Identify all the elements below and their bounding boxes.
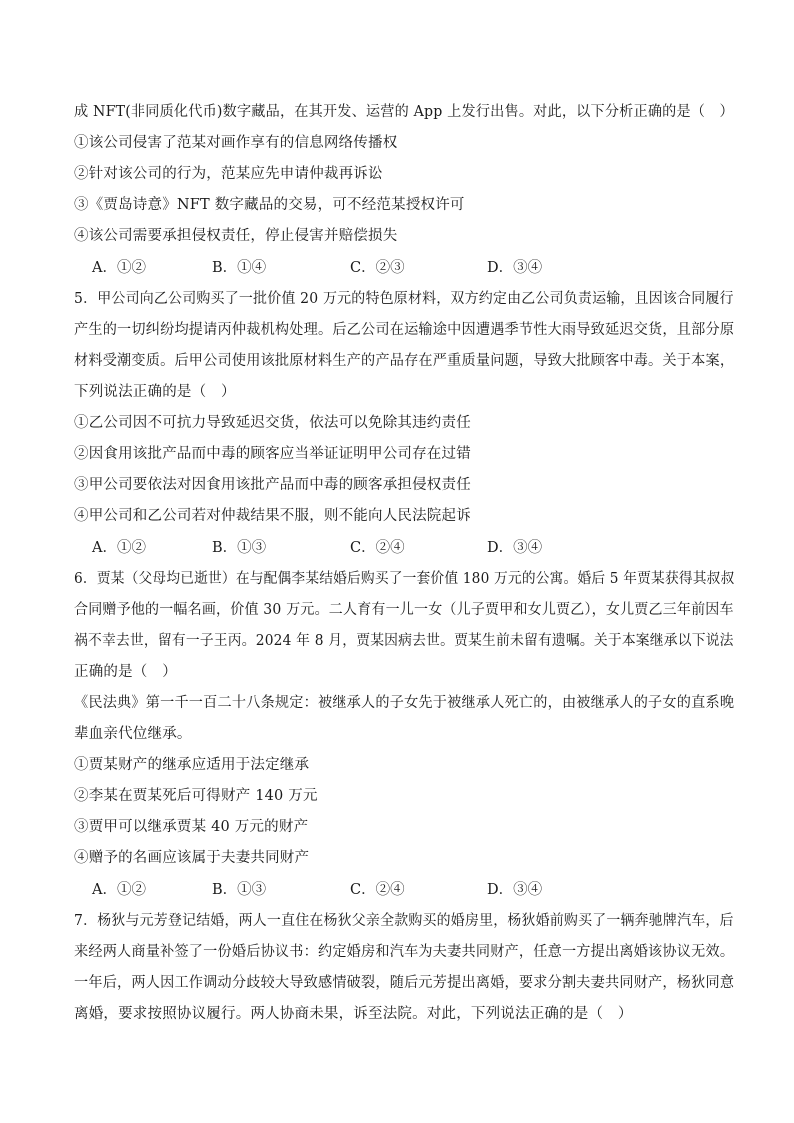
q5-statement-3: ③甲公司要依法对因食用该批产品而中毒的顾客承担侵权责任 <box>74 477 471 493</box>
q6-stem-line-1: 6．贾某（父母均已逝世）在与配偶李某结婚后购买了一套价值 180 万元的公寓。婚后 5 年贾某获得其叔叔 <box>74 571 735 587</box>
q5-option-c: C．②④ <box>350 540 405 556</box>
q5-stem-line-1: 5．甲公司向乙公司购买了一批价值 20 万元的特色原材料，双方约定由乙公司负责运输，且因该合同履行 <box>74 291 734 307</box>
q6-statement-2: ②李某在贾某死后可得财产 140 万元 <box>74 788 318 804</box>
q5-statement-2: ②因食用该批产品而中毒的顾客应当举证证明甲公司存在过错 <box>74 446 471 462</box>
q6-stem-line-2: 合同赠予他的一幅名画，价值 30 万元。二人育有一儿一女（儿子贾甲和女儿贾乙），女儿贾乙三年前因车 <box>74 602 734 618</box>
q4-option-b: B．①④ <box>212 260 267 276</box>
q6-law-quote-line-2: 辈血亲代位继承。 <box>74 726 192 742</box>
q4-option-d: D．③④ <box>487 260 543 276</box>
q5-statement-1: ①乙公司因不可抗力导致延迟交货，依法可以免除其违约责任 <box>74 415 471 431</box>
q7-stem-line-4: 离婚，要求按照协议履行。两人协商未果，诉至法院。对此，下列说法正确的是（ ） <box>74 1006 633 1022</box>
q6-option-b: B．①③ <box>212 882 267 898</box>
q4-statement-2: ②针对该公司的行为，范某应先申请仲裁再诉讼 <box>74 166 383 182</box>
q4-option-a: A．①② <box>92 260 146 276</box>
q5-stem-line-3: 材料受潮变质。后甲公司使用该批原材料生产的产品存在严重质量问题，导致大批顾客中毒。关于本案， <box>74 353 735 369</box>
q4-statement-4: ④该公司需要承担侵权责任，停止侵害并赔偿损失 <box>74 228 398 244</box>
q4-statement-3: ③《贾岛诗意》NFT 数字藏品的交易，可不经范某授权许可 <box>74 197 465 213</box>
q5-option-d: D．③④ <box>487 540 543 556</box>
q6-options <box>92 879 692 901</box>
q5-statement-4: ④甲公司和乙公司若对仲裁结果不服，则不能向人民法院起诉 <box>74 508 471 524</box>
q5-stem-line-4: 下列说法正确的是（ ） <box>74 384 236 400</box>
q5-options <box>92 537 692 559</box>
q6-statement-4: ④赠予的名画应该属于夫妻共同财产 <box>74 850 310 866</box>
q5-option-a: A．①② <box>92 540 146 556</box>
q4-option-c: C．②③ <box>350 260 405 276</box>
q5-stem-line-2: 产生的一切纠纷均提请丙仲裁机构处理。后乙公司在运输途中因遭遇季节性大雨导致延迟交货，且部分原 <box>74 322 735 338</box>
q6-stem-line-4: 正确的是（ ） <box>74 664 177 680</box>
q4-stem-line-1: 成 NFT(非同质化代币)数字藏品，在其开发、运营的 App 上发行出售。对此，以下分析正确的是（ ） <box>74 104 734 120</box>
q7-stem-line-1: 7．杨狄与元芳登记结婚，两人一直住在杨狄父亲全款购买的婚房里，杨狄婚前购买了一辆奔驰牌汽车，后 <box>74 913 734 929</box>
q6-stem-line-3: 祸不幸去世，留有一子王丙。2024 年 8 月，贾某因病去世。贾某生前未留有遗嘱。关于本案继承以下说法 <box>74 633 734 649</box>
q4-statement-1: ①该公司侵害了范某对画作享有的信息网络传播权 <box>74 135 398 151</box>
q6-option-a: A．①② <box>92 882 146 898</box>
q6-statement-1: ①贾某财产的继承应适用于法定继承 <box>74 757 310 773</box>
q6-law-quote-line-1: 《民法典》第一千一百二十八条规定：被继承人的子女先于被继承人死亡的，由被继承人的子女的直系晚 <box>74 695 735 711</box>
q5-option-b: B．①③ <box>212 540 267 556</box>
q4-options <box>92 257 692 279</box>
q7-stem-line-3: 一年后，两人因工作调动分歧较大导致感情破裂，随后元芳提出离婚，要求分割夫妻共同财产，杨狄同意 <box>74 975 735 991</box>
q6-option-c: C．②④ <box>350 882 405 898</box>
q6-option-d: D．③④ <box>487 882 543 898</box>
q7-stem-line-2: 来经两人商量补签了一份婚后协议书：约定婚房和汽车为夫妻共同财产，任意一方提出离婚该协议无效。 <box>74 944 735 960</box>
q6-statement-3: ③贾甲可以继承贾某 40 万元的财产 <box>74 819 309 835</box>
